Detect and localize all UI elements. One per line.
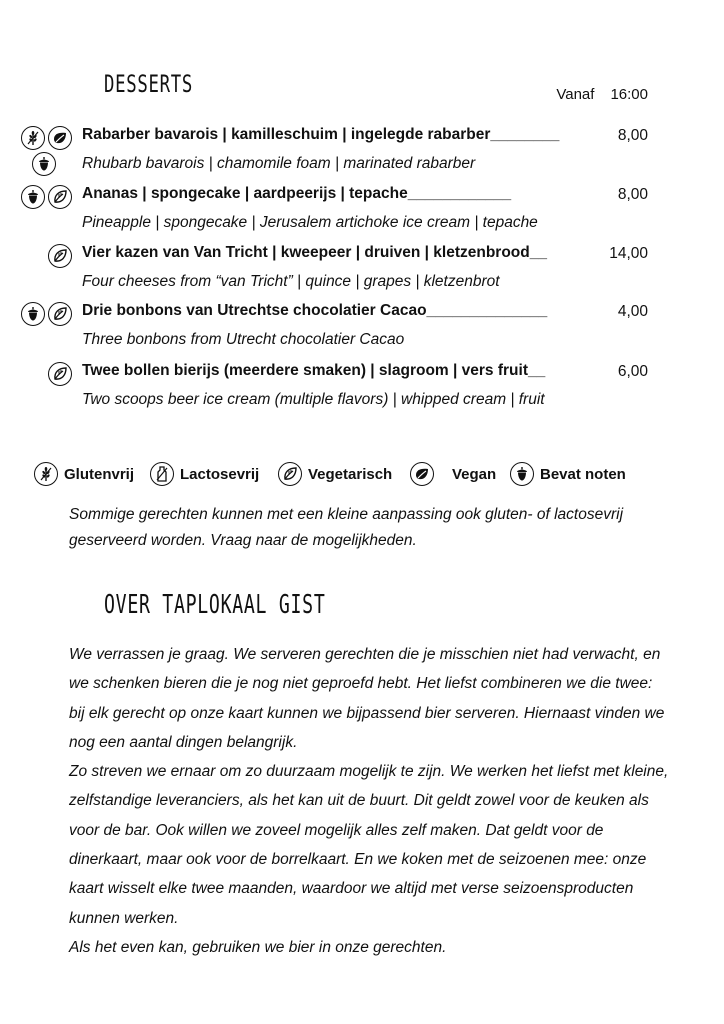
gluten-free-icon — [21, 126, 45, 150]
contains-nuts-icon — [21, 302, 45, 326]
vegetarian-icon — [48, 185, 72, 209]
legend-vegetarian — [278, 462, 392, 486]
dish-name-en: Pineapple | spongecake | Jerusalem artichoke ice cream | tepache — [82, 214, 538, 231]
about-paragraph: Zo streven we ernaar om zo duurzaam mogelijk te zijn. We werken het liefst met kleine, zelfstandige leveranciers, als het kan uit de buurt. Dit geldt zowel voor de keuken als voor de bar. Ook willen we zoveel mogelijk alles zelf maken. Dat geldt voor de dinerkaart, maar ook voor de borrelkaart. En we koken met de seizoenen mee: onze kaart wisselt elke twee maanden, waardoor we altijd met verse seizoensproducten kunnen werken. — [69, 763, 669, 927]
vegetarian-icon — [48, 302, 72, 326]
about-text — [69, 640, 669, 962]
about-title: OVER TAPLOKAAL GIST — [104, 590, 326, 620]
gluten-free-icon — [34, 462, 58, 486]
dish-price: 8,00 — [617, 186, 648, 203]
vegan-icon — [410, 462, 434, 486]
contains-nuts-icon — [21, 185, 45, 209]
legend-vegan — [410, 462, 496, 486]
diet-icons — [21, 302, 72, 326]
dish-name-en: Four cheeses from “van Tricht” | quince | grapes | kletzenbrot — [82, 273, 500, 290]
serving-time — [556, 86, 648, 103]
vegetarian-icon — [48, 244, 72, 268]
vegetarian-icon — [278, 462, 302, 486]
dish-price: 6,00 — [617, 363, 648, 380]
dish-name-en: Three bonbons from Utrecht chocolatier Cacao — [82, 331, 405, 348]
vanaf-time: 16:00 — [610, 86, 648, 103]
legend-label: Vegan — [452, 465, 497, 483]
dish-name-en: Rhubarb bavarois | chamomile foam | marinated rabarber — [82, 155, 476, 172]
allergy-note: Sommige gerechten kunnen met een kleine aanpassing ook gluten- of lactosevrij geserveerd worden. Vraag naar de mogelijkheden. — [69, 506, 624, 549]
dish-name-nl: Twee bollen bierijs (meerdere smaken) | slagroom | vers fruit__ — [82, 362, 546, 379]
legend-gluten-free — [34, 462, 134, 486]
diet-icons — [21, 185, 72, 209]
dish-name-nl: Rabarber bavarois | kamilleschuim | ingelegde rabarber________ — [82, 126, 560, 143]
contains-nuts-icon — [510, 462, 534, 486]
contains-nuts-icon — [32, 152, 56, 176]
diet-icons — [48, 362, 72, 386]
lactose-free-icon — [150, 462, 174, 486]
legend-label: Glutenvrij — [64, 465, 135, 483]
diet-icons — [48, 244, 72, 268]
dish-price: 8,00 — [617, 127, 648, 144]
vanaf-label: Vanaf — [556, 86, 595, 103]
dish-name-nl: Ananas | spongecake | aardpeerijs | tepache____________ — [82, 185, 512, 202]
dish-name-nl: Vier kazen van Van Tricht | kweepeer | druiven | kletzenbrood__ — [82, 244, 547, 261]
vegan-icon — [48, 126, 72, 150]
dish-price: 14,00 — [609, 245, 648, 262]
about-paragraph: We verrassen je graag. We serveren gerechten die je misschien niet had verwacht, en we schenken bieren die je nog niet geproefd hebt. Het liefst combineren we die twee: bij elk gerecht op onze kaart kunnen we bijpassend bier serveren. Hiernaast vinden we nog een aantal dingen belangrijk. — [69, 646, 665, 751]
dish-name-en: Two scoops beer ice cream (multiple flavors) | whipped cream | fruit — [82, 391, 545, 408]
diet-legend — [34, 462, 694, 490]
vegetarian-icon — [48, 362, 72, 386]
diet-icons — [21, 126, 72, 150]
legend-label: Vegetarisch — [308, 465, 393, 483]
legend-lactose-free — [150, 462, 259, 486]
legend-label: Bevat noten — [540, 465, 626, 483]
dish-price: 4,00 — [617, 303, 648, 320]
desserts-title: DESSERTS — [104, 70, 193, 98]
dish-name-nl: Drie bonbons van Utrechtse chocolatier Cacao______________ — [82, 302, 548, 319]
legend-nuts — [510, 462, 626, 486]
about-paragraph: Als het even kan, gebruiken we bier in onze gerechten. — [69, 938, 447, 956]
legend-label: Lactosevrij — [180, 465, 260, 483]
